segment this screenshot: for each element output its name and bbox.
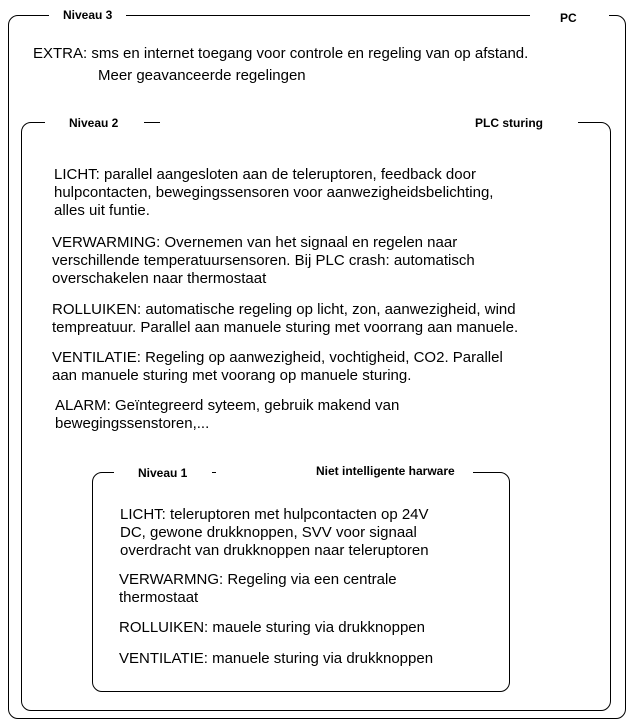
- niveau1-ventilatie: [119, 650, 433, 668]
- niveau2-verwarming-line: verschillende temperatuursensoren. Bij PLC crash: automatisch: [52, 252, 475, 269]
- niveau3-extra-line-1: EXTRA: sms en internet toegang voor controle en regeling van op afstand.: [33, 45, 529, 62]
- niveau2-verwarming: [52, 234, 475, 288]
- niveau2-rolluiken: [52, 301, 518, 337]
- niveau1-ventilatie-line: VENTILATIE: manuele sturing via drukknoppen: [119, 650, 434, 667]
- niveau1-tag: Niet intelligente harware: [216, 464, 473, 478]
- niveau1-verwarming-line: VERWARMNG: Regeling via een centrale: [119, 571, 397, 588]
- niveau2-rolluiken-line: tempreatuur. Parallel aan manuele sturing met voorrang aan manuele.: [52, 319, 519, 336]
- niveau2-ventilatie: [52, 349, 503, 385]
- niveau2-verwarming-line: VERWARMING: Overnemen van het signaal en regelen naar: [52, 234, 458, 251]
- niveau2-ventilatie-line: aan manuele sturing met voorang op manuele sturing.: [52, 367, 412, 384]
- niveau1-licht-line: overdracht van drukknoppen naar teleruptoren: [120, 542, 429, 559]
- niveau3-extra-line-2: Meer geavanceerde regelingen: [98, 67, 306, 84]
- niveau1-licht: [120, 506, 429, 560]
- niveau2-licht-line: LICHT: parallel aangesloten aan de teleruptoren, feedback door: [54, 166, 476, 183]
- niveau2-label: Niveau 2: [45, 116, 144, 130]
- niveau3-extra-text: [33, 45, 528, 85]
- niveau1-label: Niveau 1: [114, 466, 212, 480]
- niveau2-tag: PLC sturing: [160, 116, 578, 130]
- niveau2-verwarming-line: overschakelen naar thermostaat: [52, 270, 267, 287]
- niveau1-rolluiken-line: ROLLUIKEN: mauele sturing via drukknoppen: [119, 619, 425, 636]
- niveau2-rolluiken-line: ROLLUIKEN: automatische regeling op licht, zon, aanwezigheid, wind: [52, 301, 516, 318]
- niveau2-alarm-line: ALARM: Geïntegreerd syteem, gebruik makend van: [55, 397, 400, 414]
- niveau2-ventilatie-line: VENTILATIE: Regeling op aanwezigheid, vochtigheid, CO2. Parallel: [52, 349, 503, 366]
- niveau1-rolluiken: [119, 619, 425, 637]
- niveau2-alarm-line: bewegingssenstoren,...: [55, 415, 210, 432]
- niveau1-licht-line: LICHT: teleruptoren met hulpcontacten op 24V: [120, 506, 429, 523]
- niveau3-label: Niveau 3: [49, 8, 126, 22]
- niveau1-verwarming-line: thermostaat: [119, 589, 199, 606]
- niveau1-licht-line: DC, gewone drukknoppen, SVV voor signaal: [120, 524, 417, 541]
- niveau1-verwarming: [119, 571, 397, 607]
- niveau2-licht-line: alles uit funtie.: [54, 202, 150, 219]
- niveau3-tag: PC: [530, 11, 609, 25]
- niveau2-alarm: [55, 397, 399, 433]
- niveau2-licht: [54, 166, 493, 220]
- niveau2-licht-line: hulpcontacten, bewegingssensoren voor aanwezigheidsbelichting,: [54, 184, 494, 201]
